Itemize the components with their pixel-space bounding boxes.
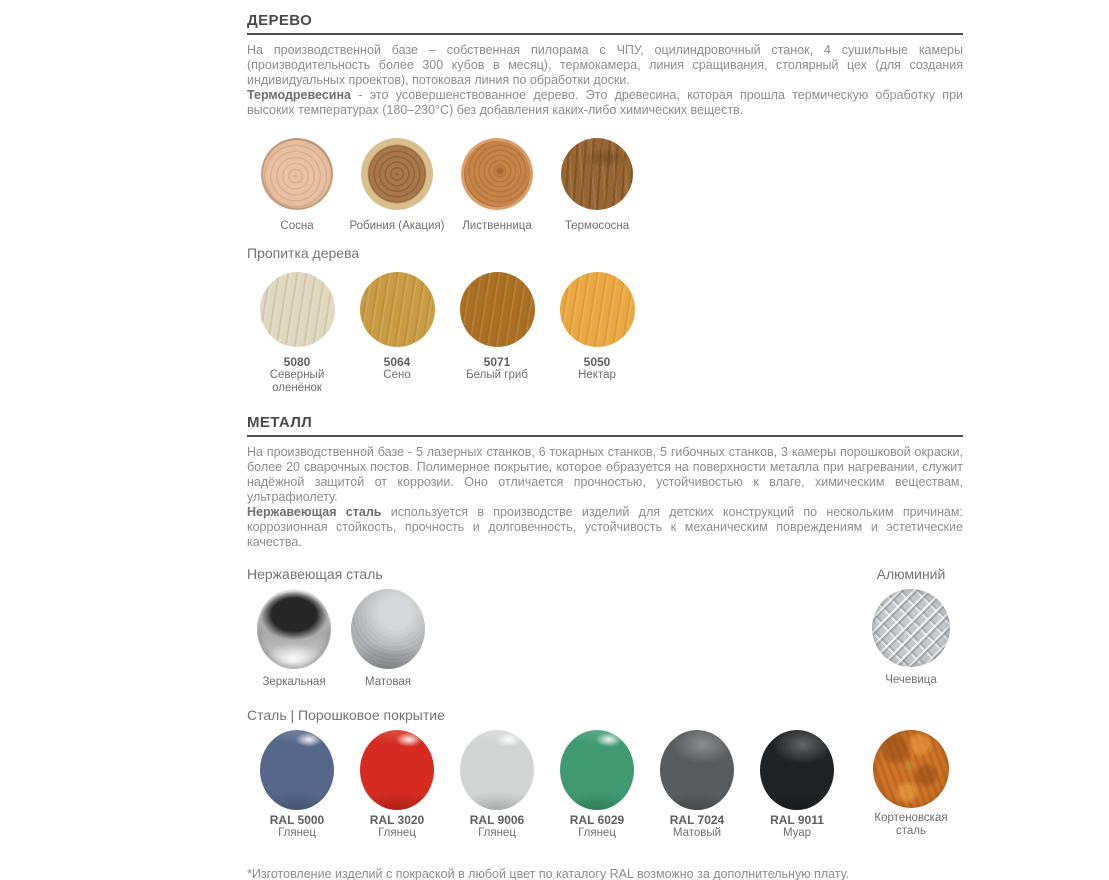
stainless-sample-label: Зеркальная xyxy=(262,676,326,688)
ral-sphere xyxy=(760,730,834,810)
thermowood-text: - это усовершенствованное дерево. Это древесина, которая прошла термическую обработку при высоких температурах (180–230°С) без добавления каких-либо химических веществ. xyxy=(247,88,963,117)
metal-section xyxy=(247,415,963,840)
impregnation-swatch-5064 xyxy=(347,272,447,382)
powder-coating-title: Сталь | Порошковое покрытие xyxy=(247,707,445,723)
swatch-circle xyxy=(560,272,635,347)
ral-finish: Глянец xyxy=(278,827,316,839)
ral-label xyxy=(470,814,524,840)
stainless-samples-row xyxy=(247,589,435,689)
ral-finish: Глянец xyxy=(378,827,416,839)
ral-label xyxy=(770,814,824,840)
stainless-sample-label: Матовая xyxy=(365,676,411,688)
swatch-name: Северный оленёнок xyxy=(269,369,325,394)
metal-intro-paragraph: На производственной базе - 5 лазерных станков, 6 токарных станков, 5 гибочных станков, 3 камеры порошковой окраски, более 20 сварочных постов. Полимерное покрытие, которое образуется на поверхности металла при нагревании, служит надёжной защитой от коррозии. Оно отличается прочностью, устойчивостью к влаге, химическим веществам, ультрафиолету. xyxy=(247,445,963,504)
powder-swatches-row xyxy=(247,730,963,840)
swatch-label xyxy=(247,356,347,395)
ral-swatch-3020 xyxy=(347,730,447,840)
wood-sample-label: Сосна xyxy=(280,220,314,232)
ral-finish: Муар xyxy=(782,827,812,839)
stainless-term: Нержавеющая сталь xyxy=(247,505,382,519)
ral-finish: Глянец xyxy=(478,827,516,839)
mirror-steel-sphere-image xyxy=(257,589,331,669)
wood-sample-pine xyxy=(247,138,347,233)
ral-code: RAL 5000 xyxy=(269,813,325,827)
ral-sphere xyxy=(660,730,734,810)
ral-finish: Глянец xyxy=(578,827,616,839)
larch-cross-section-image xyxy=(461,138,533,210)
swatch-circle xyxy=(260,272,335,347)
pine-cross-section-image xyxy=(261,138,333,210)
impregnation-swatches-row xyxy=(247,272,963,395)
stainless-sample-mirror xyxy=(247,589,341,689)
ral-code: RAL 9006 xyxy=(469,813,525,827)
wood-intro-paragraph: На производственной базе – собственная пилорама с ЧПУ, оцилиндровочный станок, 4 сушильные камеры (производительность более 300 кубов в месяц), термокамера, линия сращивания, столярный цех (для создания индивидуальных проектов), потоковая линия по обработки доски. xyxy=(247,43,963,87)
ral-swatch-9006 xyxy=(447,730,547,840)
swatch-code: 5071 xyxy=(483,355,511,369)
ral-sphere xyxy=(260,730,334,810)
thermopine-grain-image xyxy=(561,138,633,210)
wood-sample-robinia xyxy=(347,138,447,233)
ral-footnote: *Изготовление изделий с покраской в любой цвет по каталогу RAL возможно за дополнительную плату. xyxy=(247,867,850,880)
ral-sphere xyxy=(460,730,534,810)
ral-sphere xyxy=(560,730,634,810)
matte-steel-sphere-image xyxy=(351,589,425,669)
wood-section-title: ДЕРЕВО xyxy=(247,12,313,29)
ral-swatch-7024 xyxy=(647,730,747,840)
ral-code: RAL 9011 xyxy=(770,813,824,827)
metal-section-divider xyxy=(247,435,963,437)
stainless-paragraph xyxy=(247,505,963,550)
robinia-cross-section-image xyxy=(361,138,433,210)
wood-section-divider xyxy=(247,33,963,35)
swatch-code: 5064 xyxy=(383,355,411,369)
thermowood-term: Термодревесина xyxy=(247,88,351,102)
swatch-label xyxy=(578,356,616,382)
ral-code: RAL 7024 xyxy=(669,813,725,827)
swatch-label xyxy=(466,356,528,382)
impregnation-swatch-5080 xyxy=(247,272,347,395)
ral-code: RAL 3020 xyxy=(369,813,425,827)
ral-label xyxy=(370,814,424,840)
ral-label xyxy=(270,814,324,840)
ral-code: RAL 6029 xyxy=(569,813,625,827)
swatch-code: 5050 xyxy=(583,355,611,369)
stainless-text: используется в производстве изделий для детских конструкций по нескольким причинам: коррозионная стойкость, прочность и долговечность, устойчивость к механическим повреждениям и эстетические качества. xyxy=(247,505,963,549)
thermowood-paragraph xyxy=(247,88,963,118)
wood-samples-row xyxy=(247,138,963,233)
corten-steel-image xyxy=(873,730,949,808)
ral-swatch-9011 xyxy=(747,730,847,840)
wood-section xyxy=(247,13,963,395)
wood-sample-label: Робиния (Акация) xyxy=(349,220,445,232)
wood-sample-label: Лиственница xyxy=(462,220,532,232)
swatch-circle xyxy=(360,272,435,347)
swatch-name: Белый гриб xyxy=(466,369,528,381)
ral-swatch-5000 xyxy=(247,730,347,840)
ral-swatch-6029 xyxy=(547,730,647,840)
aluminum-diamond-plate-image xyxy=(872,589,950,667)
swatch-name: Сено xyxy=(383,369,411,381)
wood-sample-larch xyxy=(447,138,547,233)
impregnation-swatch-5071 xyxy=(447,272,547,382)
stainless-sample-matte xyxy=(341,589,435,689)
ral-label xyxy=(570,814,624,840)
wood-sample-label: Термососна xyxy=(564,220,630,232)
wood-sample-thermopine xyxy=(547,138,647,233)
swatch-label xyxy=(383,356,410,382)
corten-swatch xyxy=(859,730,963,838)
corten-label: Кортеновская сталь xyxy=(874,812,948,837)
ral-finish: Матовый xyxy=(672,827,722,839)
stainless-aluminum-block xyxy=(247,567,963,689)
swatch-circle xyxy=(460,272,535,347)
aluminum-group xyxy=(859,567,963,689)
stainless-group xyxy=(247,567,435,689)
aluminum-title: Алюминий xyxy=(876,566,946,582)
swatch-code: 5080 xyxy=(283,355,311,369)
aluminum-sample-label: Чечевица xyxy=(885,674,937,686)
impregnation-swatch-5050 xyxy=(547,272,647,382)
ral-sphere xyxy=(360,730,434,810)
metal-section-title: МЕТАЛЛ xyxy=(247,414,313,431)
ral-label xyxy=(670,814,724,840)
swatch-name: Нектар xyxy=(578,369,616,381)
impregnation-title: Пропитка дерева xyxy=(247,245,360,261)
stainless-title: Нержавеющая сталь xyxy=(247,566,383,582)
page-content xyxy=(247,13,963,880)
